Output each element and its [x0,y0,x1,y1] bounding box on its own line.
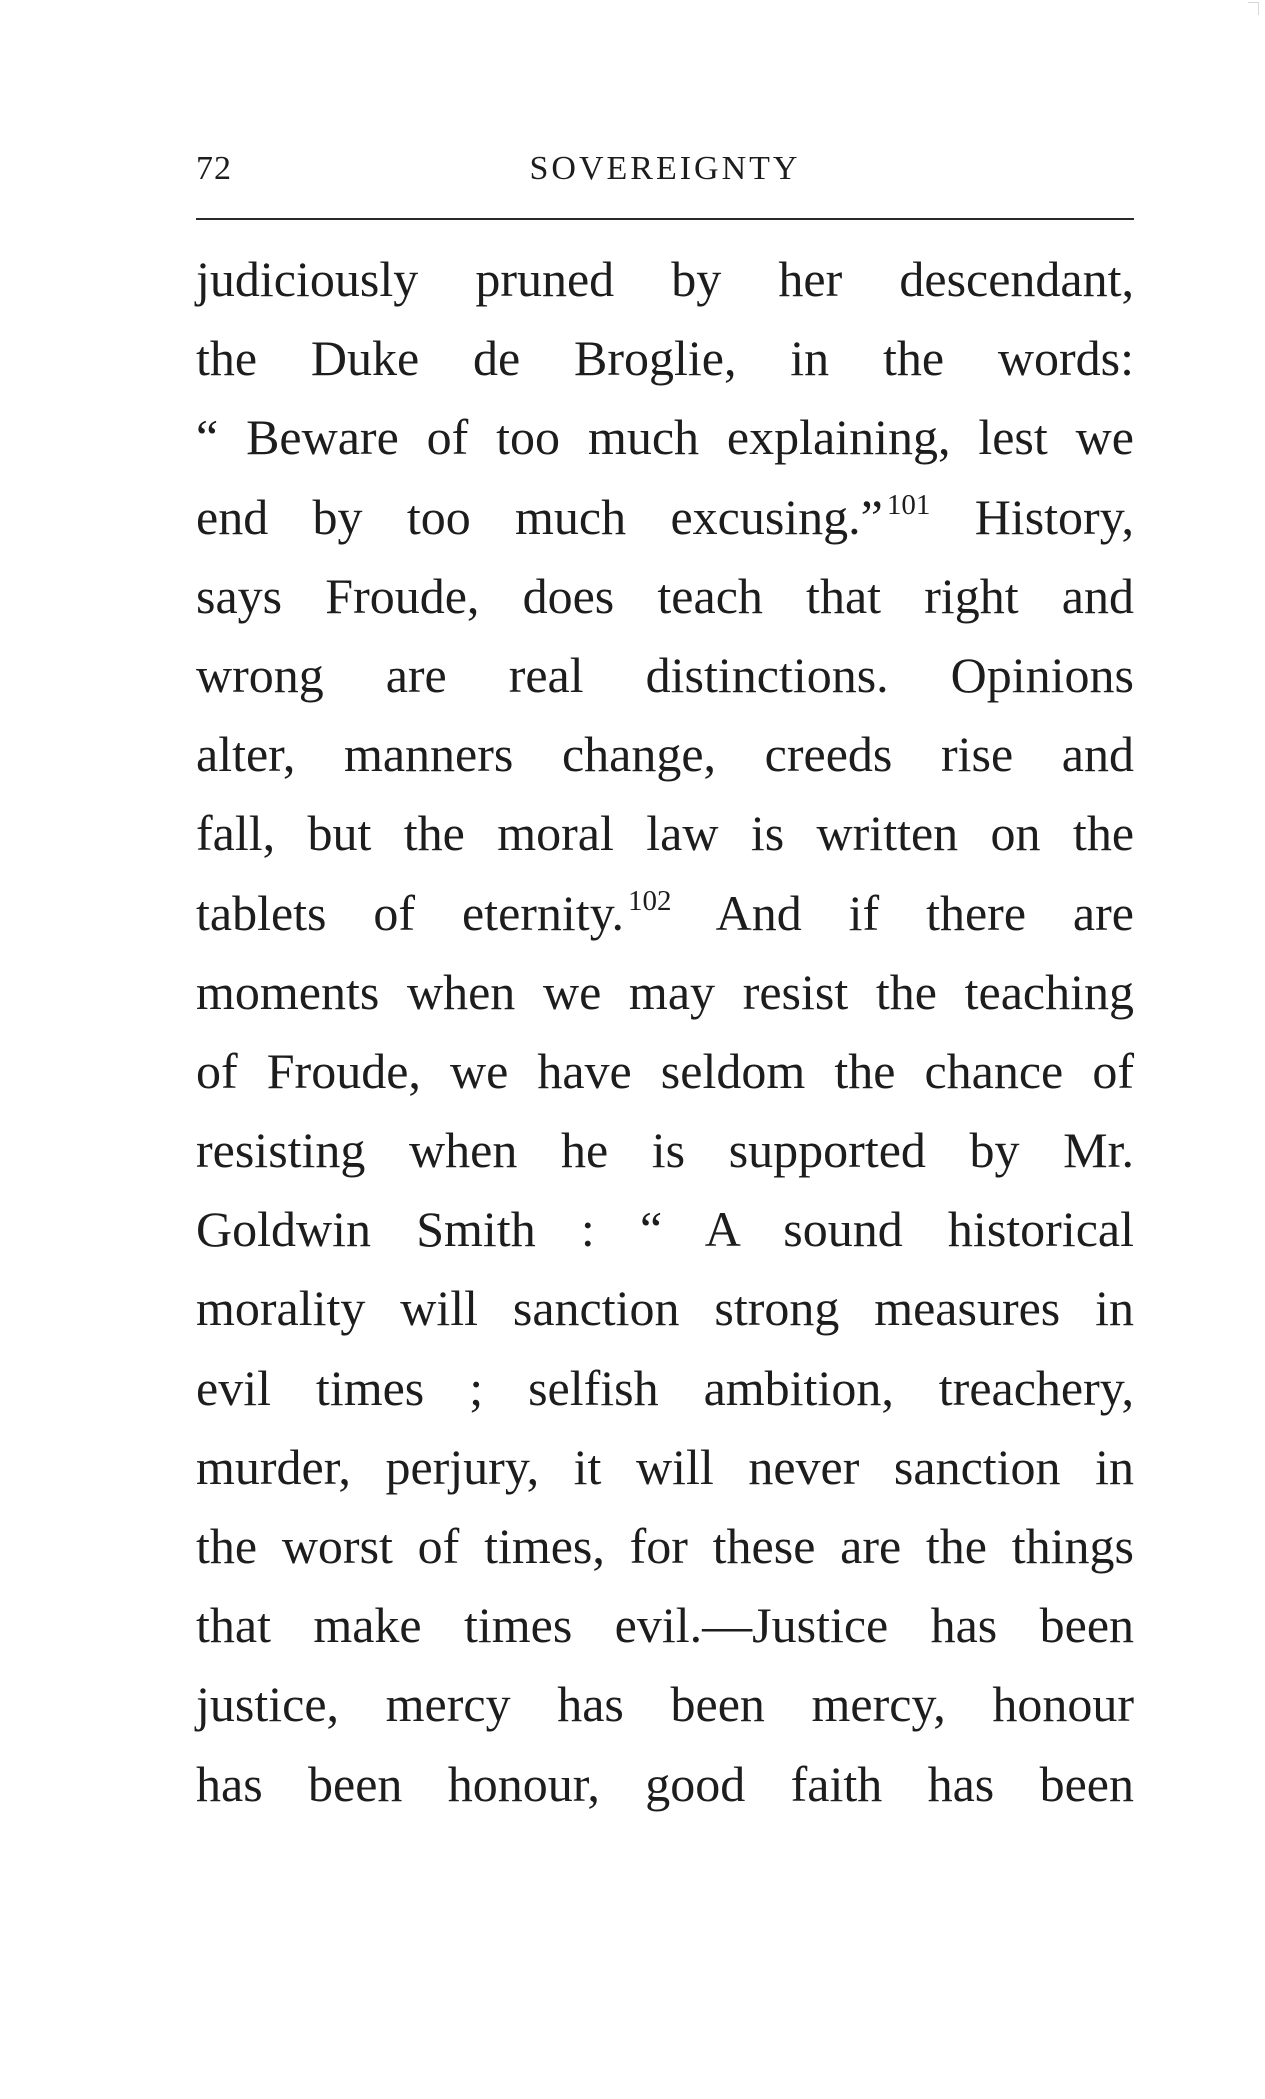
body-text [196,240,1134,1824]
text-segment: tablets of eternity. [196,884,624,941]
text-segment: And if there are [715,884,1134,941]
page-header [196,150,1134,202]
page-number: 72 [196,150,232,187]
text-line: wrong are real distinctions. Opinions [196,646,1134,703]
text-line: murder, perjury, it will never sanction in [196,1438,1134,1495]
text-line: has been honour, good faith has been [196,1755,1135,1812]
text-line: fall, but the moral law is written on the [196,805,1135,862]
header-rule [196,218,1134,220]
text-line: moments when we may resist the teaching [196,963,1135,1020]
text-line: evil times ; selfish ambition, treachery, [196,1359,1135,1416]
text-line: “ Beware of too much explaining, lest we [196,409,1134,466]
text-line: the Duke de Broglie, in the words: [196,330,1134,387]
text-line: morality will sanction strong measures in [196,1280,1134,1337]
text-line [196,478,1134,557]
text-segment: end by too much excusing.” [196,488,883,545]
scan-corner-mark [1248,2,1259,15]
text-line: judiciously pruned by her descendant, [196,251,1135,307]
text-line: alter, manners change, creeds rise and [196,726,1134,783]
text-line [196,874,1134,953]
footnote-reference: 102 [627,884,672,917]
text-segment: History, [974,488,1134,545]
running-title: SOVEREIGNTY [529,150,801,187]
text-line: that make times evil.—Justice has been [196,1597,1135,1654]
text-line: Goldwin Smith : “ A sound historical [196,1201,1134,1258]
footnote-reference: 101 [886,488,931,521]
text-line: resisting when he is supported by Mr. [196,1122,1134,1179]
text-line: says Froude, does teach that right and [196,567,1134,624]
text-line: justice, mercy has been mercy, honour [196,1676,1135,1733]
text-line: the worst of times, for these are the things [196,1518,1134,1574]
text-line: of Froude, we have seldom the chance of [196,1042,1134,1099]
